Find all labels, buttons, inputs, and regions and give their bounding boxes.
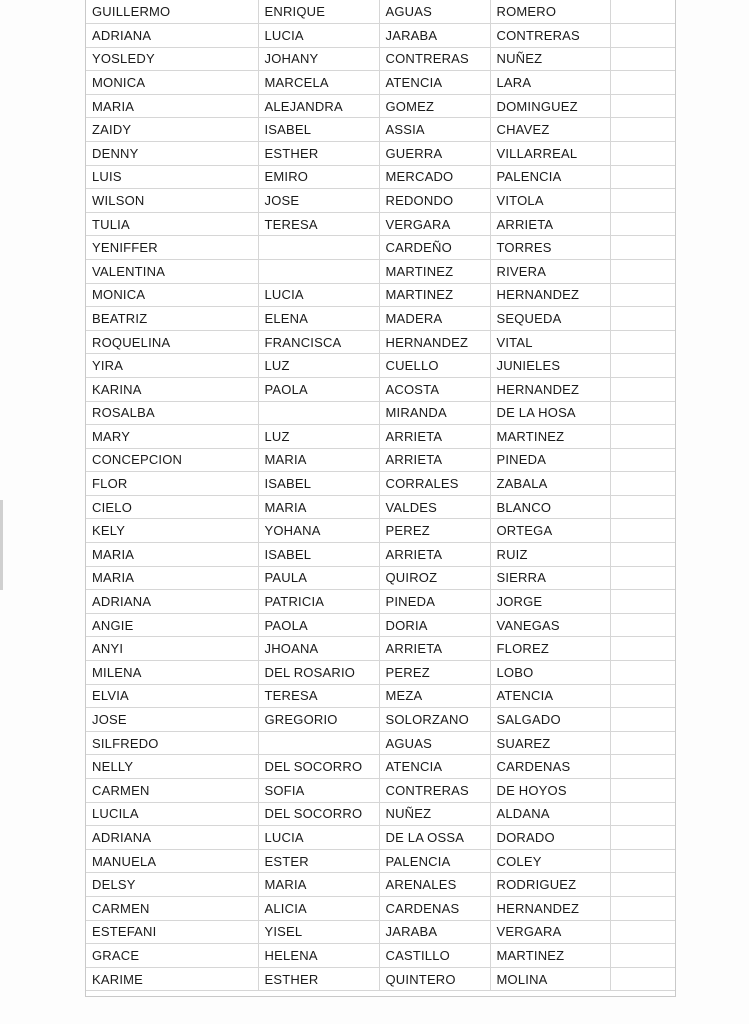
table-row bbox=[86, 71, 675, 95]
first-surname-cell: DE LA OSSA bbox=[379, 826, 490, 850]
first-surname-cell: MARTINEZ bbox=[379, 259, 490, 283]
second-surname-cell: HERNANDEZ bbox=[490, 377, 610, 401]
first-surname-cell: SOLORZANO bbox=[379, 708, 490, 732]
middle-name-cell: MARIA bbox=[258, 873, 379, 897]
empty-cell bbox=[610, 47, 675, 71]
middle-name-cell: PAOLA bbox=[258, 613, 379, 637]
empty-cell bbox=[610, 377, 675, 401]
table-row bbox=[86, 873, 675, 897]
first-surname-cell: GUERRA bbox=[379, 141, 490, 165]
middle-name-cell: DEL SOCORRO bbox=[258, 802, 379, 826]
table-row bbox=[86, 118, 675, 142]
first-surname-cell: JARABA bbox=[379, 24, 490, 48]
empty-cell bbox=[610, 165, 675, 189]
first-name-cell: GUILLERMO bbox=[86, 0, 258, 24]
table-row bbox=[86, 448, 675, 472]
second-surname-cell: RODRIGUEZ bbox=[490, 873, 610, 897]
middle-name-cell: ISABEL bbox=[258, 543, 379, 567]
table-row bbox=[86, 849, 675, 873]
middle-name-cell: LUCIA bbox=[258, 24, 379, 48]
empty-cell bbox=[610, 330, 675, 354]
table-row bbox=[86, 920, 675, 944]
first-surname-cell: PALENCIA bbox=[379, 849, 490, 873]
middle-name-cell: LUCIA bbox=[258, 283, 379, 307]
empty-cell bbox=[610, 967, 675, 991]
table-row bbox=[86, 401, 675, 425]
table-row bbox=[86, 637, 675, 661]
second-surname-cell: COLEY bbox=[490, 849, 610, 873]
first-name-cell: YENIFFER bbox=[86, 236, 258, 260]
first-name-cell: MONICA bbox=[86, 71, 258, 95]
first-surname-cell: VERGARA bbox=[379, 212, 490, 236]
empty-cell bbox=[610, 141, 675, 165]
middle-name-cell: DEL SOCORRO bbox=[258, 755, 379, 779]
second-surname-cell: ORTEGA bbox=[490, 519, 610, 543]
second-surname-cell: CARDENAS bbox=[490, 755, 610, 779]
middle-name-cell: ISABEL bbox=[258, 118, 379, 142]
middle-name-cell: ELENA bbox=[258, 307, 379, 331]
first-surname-cell: DORIA bbox=[379, 613, 490, 637]
first-name-cell: VALENTINA bbox=[86, 259, 258, 283]
table-row bbox=[86, 896, 675, 920]
empty-cell bbox=[610, 0, 675, 24]
middle-name-cell: ESTER bbox=[258, 849, 379, 873]
table-row bbox=[86, 613, 675, 637]
first-name-cell: CARMEN bbox=[86, 896, 258, 920]
second-surname-cell: MARTINEZ bbox=[490, 425, 610, 449]
empty-cell bbox=[610, 684, 675, 708]
first-surname-cell: PEREZ bbox=[379, 519, 490, 543]
first-surname-cell: REDONDO bbox=[379, 189, 490, 213]
first-name-cell: NELLY bbox=[86, 755, 258, 779]
first-name-cell: MONICA bbox=[86, 283, 258, 307]
empty-cell bbox=[610, 661, 675, 685]
first-name-cell: BEATRIZ bbox=[86, 307, 258, 331]
first-surname-cell: CARDENAS bbox=[379, 896, 490, 920]
table-row bbox=[86, 377, 675, 401]
first-name-cell: ROQUELINA bbox=[86, 330, 258, 354]
second-surname-cell: PINEDA bbox=[490, 448, 610, 472]
empty-cell bbox=[610, 495, 675, 519]
second-surname-cell: DE LA HOSA bbox=[490, 401, 610, 425]
table-row bbox=[86, 826, 675, 850]
first-name-cell: CIELO bbox=[86, 495, 258, 519]
second-surname-cell: ROMERO bbox=[490, 0, 610, 24]
names-table-body bbox=[86, 0, 675, 991]
first-name-cell: ESTEFANI bbox=[86, 920, 258, 944]
table-row bbox=[86, 47, 675, 71]
empty-cell bbox=[610, 849, 675, 873]
table-row bbox=[86, 472, 675, 496]
second-surname-cell: VITAL bbox=[490, 330, 610, 354]
table-row bbox=[86, 590, 675, 614]
empty-cell bbox=[610, 259, 675, 283]
first-name-cell: YOSLEDY bbox=[86, 47, 258, 71]
table-row bbox=[86, 755, 675, 779]
second-surname-cell: CHAVEZ bbox=[490, 118, 610, 142]
first-name-cell: ELVIA bbox=[86, 684, 258, 708]
second-surname-cell: SIERRA bbox=[490, 566, 610, 590]
empty-cell bbox=[610, 543, 675, 567]
second-surname-cell: ARRIETA bbox=[490, 212, 610, 236]
second-surname-cell: NUÑEZ bbox=[490, 47, 610, 71]
empty-cell bbox=[610, 24, 675, 48]
middle-name-cell: EMIRO bbox=[258, 165, 379, 189]
first-name-cell: LUCILA bbox=[86, 802, 258, 826]
second-surname-cell: RIVERA bbox=[490, 259, 610, 283]
first-name-cell: MANUELA bbox=[86, 849, 258, 873]
first-surname-cell: QUINTERO bbox=[379, 967, 490, 991]
second-surname-cell: ATENCIA bbox=[490, 684, 610, 708]
first-name-cell: MARIA bbox=[86, 566, 258, 590]
second-surname-cell: ALDANA bbox=[490, 802, 610, 826]
table-row bbox=[86, 236, 675, 260]
first-surname-cell: ARENALES bbox=[379, 873, 490, 897]
empty-cell bbox=[610, 94, 675, 118]
first-name-cell: CONCEPCION bbox=[86, 448, 258, 472]
first-surname-cell: PEREZ bbox=[379, 661, 490, 685]
first-surname-cell: MIRANDA bbox=[379, 401, 490, 425]
first-surname-cell: MERCADO bbox=[379, 165, 490, 189]
first-name-cell: KARIME bbox=[86, 967, 258, 991]
first-surname-cell: CORRALES bbox=[379, 472, 490, 496]
second-surname-cell: VANEGAS bbox=[490, 613, 610, 637]
table-row bbox=[86, 94, 675, 118]
table-row bbox=[86, 330, 675, 354]
middle-name-cell: ALICIA bbox=[258, 896, 379, 920]
first-name-cell: ROSALBA bbox=[86, 401, 258, 425]
first-name-cell: JOSE bbox=[86, 708, 258, 732]
first-name-cell: SILFREDO bbox=[86, 731, 258, 755]
second-surname-cell: SEQUEDA bbox=[490, 307, 610, 331]
first-name-cell: ANYI bbox=[86, 637, 258, 661]
second-surname-cell: DOMINGUEZ bbox=[490, 94, 610, 118]
first-surname-cell: ARRIETA bbox=[379, 448, 490, 472]
empty-cell bbox=[610, 731, 675, 755]
second-surname-cell: RUIZ bbox=[490, 543, 610, 567]
first-name-cell: TULIA bbox=[86, 212, 258, 236]
middle-name-cell: JOHANY bbox=[258, 47, 379, 71]
middle-name-cell: MARIA bbox=[258, 448, 379, 472]
table-row bbox=[86, 566, 675, 590]
second-surname-cell: FLOREZ bbox=[490, 637, 610, 661]
first-name-cell: FLOR bbox=[86, 472, 258, 496]
empty-cell bbox=[610, 708, 675, 732]
second-surname-cell: SALGADO bbox=[490, 708, 610, 732]
table-row bbox=[86, 307, 675, 331]
middle-name-cell: YISEL bbox=[258, 920, 379, 944]
table-row bbox=[86, 354, 675, 378]
second-surname-cell: LARA bbox=[490, 71, 610, 95]
table-row bbox=[86, 259, 675, 283]
second-surname-cell: DORADO bbox=[490, 826, 610, 850]
middle-name-cell: ESTHER bbox=[258, 967, 379, 991]
first-name-cell: KELY bbox=[86, 519, 258, 543]
table-row bbox=[86, 519, 675, 543]
middle-name-cell: TERESA bbox=[258, 212, 379, 236]
second-surname-cell: HERNANDEZ bbox=[490, 283, 610, 307]
table-row bbox=[86, 141, 675, 165]
first-name-cell: CARMEN bbox=[86, 779, 258, 803]
middle-name-cell: SOFIA bbox=[258, 779, 379, 803]
middle-name-cell: TERESA bbox=[258, 684, 379, 708]
middle-name-cell: ESTHER bbox=[258, 141, 379, 165]
second-surname-cell: JORGE bbox=[490, 590, 610, 614]
empty-cell bbox=[610, 613, 675, 637]
first-name-cell: ADRIANA bbox=[86, 24, 258, 48]
first-surname-cell: MADERA bbox=[379, 307, 490, 331]
middle-name-cell: YOHANA bbox=[258, 519, 379, 543]
table-row bbox=[86, 967, 675, 991]
middle-name-cell: ISABEL bbox=[258, 472, 379, 496]
first-surname-cell: AGUAS bbox=[379, 0, 490, 24]
empty-cell bbox=[610, 637, 675, 661]
empty-cell bbox=[610, 519, 675, 543]
empty-cell bbox=[610, 189, 675, 213]
first-name-cell: MARIA bbox=[86, 543, 258, 567]
first-name-cell: LUIS bbox=[86, 165, 258, 189]
middle-name-cell: GREGORIO bbox=[258, 708, 379, 732]
middle-name-cell: JOSE bbox=[258, 189, 379, 213]
second-surname-cell: MARTINEZ bbox=[490, 944, 610, 968]
page-edge-marker bbox=[0, 500, 3, 590]
first-surname-cell: AGUAS bbox=[379, 731, 490, 755]
second-surname-cell: JUNIELES bbox=[490, 354, 610, 378]
first-surname-cell: MARTINEZ bbox=[379, 283, 490, 307]
empty-cell bbox=[610, 779, 675, 803]
second-surname-cell: PALENCIA bbox=[490, 165, 610, 189]
second-surname-cell: DE HOYOS bbox=[490, 779, 610, 803]
names-sheet bbox=[85, 0, 676, 997]
middle-name-cell: JHOANA bbox=[258, 637, 379, 661]
first-surname-cell: ARRIETA bbox=[379, 543, 490, 567]
empty-cell bbox=[610, 448, 675, 472]
table-row bbox=[86, 708, 675, 732]
table-row bbox=[86, 24, 675, 48]
empty-cell bbox=[610, 425, 675, 449]
table-row bbox=[86, 165, 675, 189]
first-surname-cell: NUÑEZ bbox=[379, 802, 490, 826]
first-surname-cell: CONTRERAS bbox=[379, 779, 490, 803]
first-surname-cell: PINEDA bbox=[379, 590, 490, 614]
middle-name-cell bbox=[258, 731, 379, 755]
table-row bbox=[86, 779, 675, 803]
empty-cell bbox=[610, 590, 675, 614]
middle-name-cell: PATRICIA bbox=[258, 590, 379, 614]
table-row bbox=[86, 495, 675, 519]
second-surname-cell: VILLARREAL bbox=[490, 141, 610, 165]
first-name-cell: MARY bbox=[86, 425, 258, 449]
empty-cell bbox=[610, 401, 675, 425]
empty-cell bbox=[610, 826, 675, 850]
first-surname-cell: ATENCIA bbox=[379, 71, 490, 95]
second-surname-cell: VERGARA bbox=[490, 920, 610, 944]
first-surname-cell: ACOSTA bbox=[379, 377, 490, 401]
second-surname-cell: BLANCO bbox=[490, 495, 610, 519]
first-name-cell: KARINA bbox=[86, 377, 258, 401]
first-surname-cell: CARDEÑO bbox=[379, 236, 490, 260]
names-table bbox=[86, 0, 675, 991]
table-row bbox=[86, 189, 675, 213]
first-name-cell: YIRA bbox=[86, 354, 258, 378]
empty-cell bbox=[610, 566, 675, 590]
middle-name-cell: MARIA bbox=[258, 495, 379, 519]
first-name-cell: MARIA bbox=[86, 94, 258, 118]
first-name-cell: GRACE bbox=[86, 944, 258, 968]
first-name-cell: ADRIANA bbox=[86, 590, 258, 614]
middle-name-cell: HELENA bbox=[258, 944, 379, 968]
first-surname-cell: MEZA bbox=[379, 684, 490, 708]
second-surname-cell: MOLINA bbox=[490, 967, 610, 991]
empty-cell bbox=[610, 472, 675, 496]
first-surname-cell: ARRIETA bbox=[379, 425, 490, 449]
middle-name-cell: LUZ bbox=[258, 425, 379, 449]
first-surname-cell: VALDES bbox=[379, 495, 490, 519]
first-surname-cell: GOMEZ bbox=[379, 94, 490, 118]
first-surname-cell: ASSIA bbox=[379, 118, 490, 142]
middle-name-cell: FRANCISCA bbox=[258, 330, 379, 354]
middle-name-cell: LUCIA bbox=[258, 826, 379, 850]
empty-cell bbox=[610, 354, 675, 378]
table-row bbox=[86, 543, 675, 567]
middle-name-cell: ENRIQUE bbox=[258, 0, 379, 24]
middle-name-cell: PAOLA bbox=[258, 377, 379, 401]
middle-name-cell: DEL ROSARIO bbox=[258, 661, 379, 685]
first-surname-cell: CUELLO bbox=[379, 354, 490, 378]
table-row bbox=[86, 944, 675, 968]
middle-name-cell: ALEJANDRA bbox=[258, 94, 379, 118]
middle-name-cell: PAULA bbox=[258, 566, 379, 590]
empty-cell bbox=[610, 118, 675, 142]
middle-name-cell: LUZ bbox=[258, 354, 379, 378]
table-row bbox=[86, 731, 675, 755]
second-surname-cell: VITOLA bbox=[490, 189, 610, 213]
first-name-cell: WILSON bbox=[86, 189, 258, 213]
empty-cell bbox=[610, 873, 675, 897]
second-surname-cell: ZABALA bbox=[490, 472, 610, 496]
table-row bbox=[86, 802, 675, 826]
first-surname-cell: HERNANDEZ bbox=[379, 330, 490, 354]
table-row bbox=[86, 283, 675, 307]
first-surname-cell: CONTRERAS bbox=[379, 47, 490, 71]
empty-cell bbox=[610, 896, 675, 920]
empty-cell bbox=[610, 944, 675, 968]
first-surname-cell: CASTILLO bbox=[379, 944, 490, 968]
empty-cell bbox=[610, 236, 675, 260]
first-surname-cell: JARABA bbox=[379, 920, 490, 944]
empty-cell bbox=[610, 755, 675, 779]
empty-cell bbox=[610, 71, 675, 95]
first-name-cell: ZAIDY bbox=[86, 118, 258, 142]
table-row bbox=[86, 684, 675, 708]
first-surname-cell: QUIROZ bbox=[379, 566, 490, 590]
empty-cell bbox=[610, 802, 675, 826]
second-surname-cell: CONTRERAS bbox=[490, 24, 610, 48]
table-row bbox=[86, 0, 675, 24]
table-row bbox=[86, 425, 675, 449]
second-surname-cell: SUAREZ bbox=[490, 731, 610, 755]
first-name-cell: DELSY bbox=[86, 873, 258, 897]
first-surname-cell: ARRIETA bbox=[379, 637, 490, 661]
empty-cell bbox=[610, 920, 675, 944]
first-name-cell: MILENA bbox=[86, 661, 258, 685]
middle-name-cell: MARCELA bbox=[258, 71, 379, 95]
first-name-cell: ANGIE bbox=[86, 613, 258, 637]
first-name-cell: DENNY bbox=[86, 141, 258, 165]
middle-name-cell bbox=[258, 401, 379, 425]
empty-cell bbox=[610, 212, 675, 236]
table-row bbox=[86, 212, 675, 236]
middle-name-cell bbox=[258, 236, 379, 260]
second-surname-cell: HERNANDEZ bbox=[490, 896, 610, 920]
table-row bbox=[86, 661, 675, 685]
middle-name-cell bbox=[258, 259, 379, 283]
second-surname-cell: TORRES bbox=[490, 236, 610, 260]
second-surname-cell: LOBO bbox=[490, 661, 610, 685]
empty-cell bbox=[610, 283, 675, 307]
first-surname-cell: ATENCIA bbox=[379, 755, 490, 779]
first-name-cell: ADRIANA bbox=[86, 826, 258, 850]
empty-cell bbox=[610, 307, 675, 331]
